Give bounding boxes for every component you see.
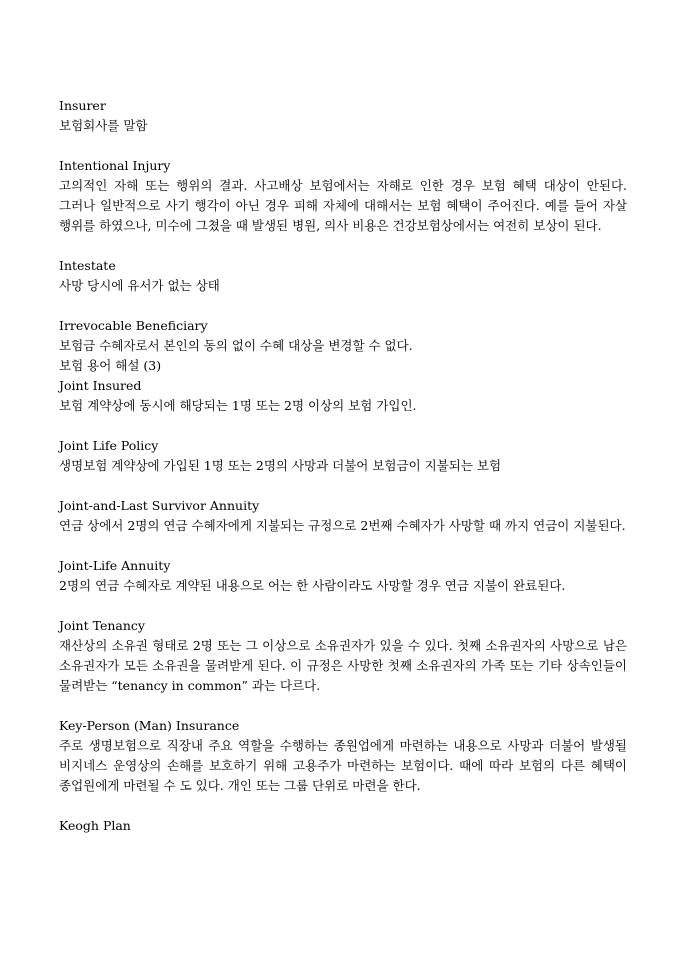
glossary-entry-intestate (59, 256, 627, 296)
glossary-entry-joint-life-policy (59, 436, 627, 476)
glossary-entry-joint-life-annuity (59, 556, 627, 596)
entry-term: Intentional Injury (59, 158, 171, 173)
entry-definition: 보험 계약상에 동시에 해당되는 1명 또는 2명 이상의 보험 가입인. (59, 398, 417, 413)
entry-definition: 고의적인 자해 또는 행위의 결과. 사고배상 보험에서는 자해로 인한 경우 보험 혜택 대상이 안된다. 그러나 일반적으로 사기 행각이 아닌 경우 피해 자체에 대해서는 보험 혜택이 주어진다. 예를 들어 자살 행위를 하였으나, 미수에 그쳤을 때 발생된 병원, 의사 비용은 건강보험상에서는 여전히 보상이 된다. (59, 178, 627, 233)
entry-term: Key-Person (Man) Insurance (59, 718, 240, 733)
document-page (59, 96, 627, 856)
entry-term: Keogh Plan (59, 818, 131, 833)
entry-definition: 사망 당시에 유서가 없는 상태 (59, 278, 220, 293)
entry-definition: 재산상의 소유권 형태로 2명 또는 그 이상으로 소유권자가 있을 수 있다. 첫째 소유권자의 사망으로 남은 소유권자가 모든 소유권을 물려받게 된다. 이 규정은 사망한 첫째 소유권자의 가족 또는 기타 상속인들이 물려받는 “tenancy in common” 과는 다르다. (59, 638, 627, 693)
glossary-entry-joint-insured (59, 376, 627, 416)
entry-definition: 연금 상에서 2명의 연금 수혜자에게 지불되는 규정으로 2번째 수혜자가 사망할 때 까지 연금이 지불된다. (59, 518, 626, 533)
section-heading (59, 356, 627, 376)
entry-term: Intestate (59, 258, 116, 273)
entry-definition: 보험금 수혜자로서 본인의 동의 없이 수혜 대상을 변경할 수 없다. (59, 338, 413, 353)
entry-term: Irrevocable Beneficiary (59, 318, 208, 333)
entry-term: Joint Life Policy (59, 438, 159, 453)
entry-term: Joint-Life Annuity (59, 558, 171, 573)
entry-term: Insurer (59, 98, 106, 113)
glossary-entry-joint-and-last-survivor-annuity (59, 496, 627, 536)
entry-definition: 보험회사를 말함 (59, 118, 148, 133)
entry-term: Joint-and-Last Survivor Annuity (59, 498, 260, 513)
entry-definition: 2명의 연금 수혜자로 계약된 내용으로 어는 한 사람이라도 사망할 경우 연금 지불이 완료된다. (59, 578, 566, 593)
section-title: 보험 용어 해설 (3) (59, 358, 162, 373)
glossary-entry-insurer (59, 96, 627, 136)
glossary-entry-joint-tenancy (59, 616, 627, 696)
entry-definition: 생명보험 계약상에 가입된 1명 또는 2명의 사망과 더불어 보험금이 지불되는 보험 (59, 458, 502, 473)
entry-term: Joint Tenancy (59, 618, 145, 633)
glossary-entry-irrevocable-beneficiary (59, 316, 627, 356)
glossary-entry-keogh-plan (59, 816, 627, 836)
glossary-entry-key-person-insurance (59, 716, 627, 796)
glossary-entry-intentional-injury (59, 156, 627, 236)
entry-definition: 주로 생명보험으로 직장내 주요 역할을 수행하는 종원업에게 마련하는 내용으로 사망과 더불어 발생될 비지네스 운영상의 손해를 보호하기 위해 고용주가 마련하는 보험이다. 때에 따라 보험의 다른 혜택이 종업원에게 마련될 수 도 있다. 개인 또는 그룹 단위로 마련을 한다. (59, 738, 627, 793)
entry-term: Joint Insured (59, 378, 142, 393)
